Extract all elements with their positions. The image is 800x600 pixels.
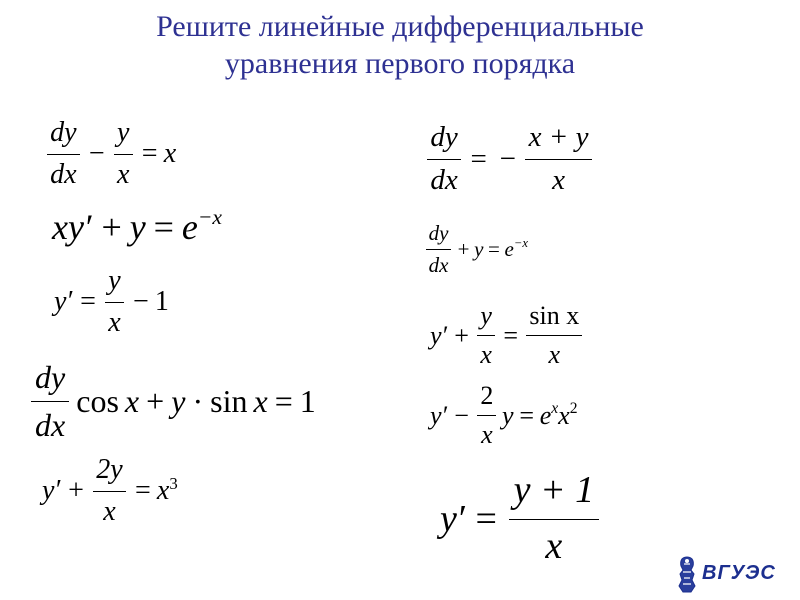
- fraction-bar: [105, 302, 124, 303]
- function-name: cos: [76, 382, 119, 419]
- operator: =: [274, 382, 293, 419]
- numerator: 2y: [96, 454, 123, 485]
- denominator: dx: [50, 158, 77, 190]
- operator: =: [470, 143, 487, 176]
- operator: =: [488, 236, 500, 261]
- fraction-bar: [477, 415, 496, 416]
- fraction-y-plus-1-over-x: [509, 470, 599, 568]
- variable: y: [430, 320, 442, 350]
- constant: 1: [154, 286, 169, 318]
- fraction-bar: [477, 335, 495, 336]
- variable: y: [430, 400, 442, 430]
- fraction-2-x: [477, 382, 496, 450]
- variable: x: [253, 382, 268, 419]
- exponent: −x: [513, 236, 528, 251]
- denominator: dx: [428, 252, 449, 277]
- variable: y: [67, 207, 84, 247]
- fraction-y-x: [114, 118, 133, 191]
- fraction-dy-dx: [31, 360, 69, 443]
- fraction-bar: [93, 491, 126, 492]
- denominator: x: [545, 525, 563, 568]
- denominator: x: [481, 419, 493, 449]
- variable: e: [504, 236, 514, 261]
- denominator: x: [108, 306, 121, 338]
- operator: +: [68, 475, 84, 507]
- operator: =: [519, 400, 534, 430]
- operator: =: [80, 286, 96, 318]
- prime: ′: [458, 498, 468, 541]
- fraction-sinx-x: [526, 302, 582, 370]
- numerator: dy: [430, 121, 458, 153]
- numerator: 2: [480, 381, 494, 410]
- numerator: dy: [50, 117, 77, 148]
- fraction-bar: [525, 159, 592, 160]
- variable: e: [181, 207, 198, 247]
- fraction-bar: [427, 159, 461, 160]
- operator: =: [475, 498, 497, 541]
- operator: +: [457, 236, 470, 261]
- prime: ′: [67, 286, 74, 318]
- fraction-dy-dx: [426, 222, 451, 277]
- variable: y: [502, 400, 514, 430]
- fraction-dy-dx: [47, 118, 80, 191]
- slide-title-line-1: Решите линейные дифференциальные: [156, 10, 644, 43]
- operator: =: [134, 475, 151, 507]
- equation-7: [424, 222, 528, 277]
- numerator: y + 1: [513, 469, 595, 511]
- function-name: sin: [210, 382, 248, 419]
- variable: x: [156, 475, 170, 507]
- operator: =: [153, 207, 174, 247]
- fraction-x-plus-y-over-x: [525, 122, 592, 197]
- denominator: x: [480, 339, 492, 369]
- operator: +: [146, 382, 165, 419]
- fraction-bar: [47, 154, 80, 155]
- operator: −: [454, 400, 469, 430]
- equation-1: [44, 118, 176, 191]
- fraction-2y-x: [93, 455, 126, 528]
- equation-4: [28, 360, 316, 443]
- numerator: y: [108, 265, 121, 296]
- variable: y: [129, 207, 146, 247]
- operator: +: [454, 320, 469, 350]
- variable: y: [42, 475, 55, 507]
- equation-3: [54, 266, 169, 339]
- variable: x: [558, 400, 570, 430]
- fraction-bar: [426, 249, 451, 250]
- variable: x: [163, 138, 177, 170]
- operator: =: [141, 138, 158, 170]
- equation-5: [42, 455, 178, 528]
- constant: 1: [299, 382, 316, 419]
- denominator: x: [548, 339, 561, 369]
- slide-title-line-2: уравнения первого порядка: [224, 47, 576, 80]
- variable: e: [539, 400, 552, 430]
- numerator: dy: [35, 359, 66, 395]
- fraction-bar: [526, 335, 582, 336]
- fraction-bar: [31, 401, 69, 402]
- slide-title: [0, 8, 800, 82]
- equation-6: [424, 122, 595, 197]
- equation-9: [430, 382, 578, 450]
- denominator: dx: [430, 164, 458, 197]
- prime: ′: [442, 320, 449, 350]
- fraction-y-x: [105, 266, 124, 339]
- equation-2: [52, 206, 222, 248]
- operator: +: [101, 207, 122, 247]
- variable: y: [440, 498, 457, 541]
- fraction-bar: [114, 154, 133, 155]
- denominator: x: [117, 158, 130, 190]
- equation-10: [440, 470, 602, 568]
- exponent: −x: [197, 204, 223, 229]
- variable: y: [171, 382, 186, 419]
- fraction-y-x: [477, 302, 495, 370]
- prime: ′: [55, 475, 62, 507]
- vguees-logo-text: ВГУЭС: [702, 562, 776, 584]
- denominator: x: [103, 495, 116, 527]
- vguees-logo: [676, 556, 792, 594]
- numerator: x + y: [528, 121, 589, 153]
- numerator: y: [480, 301, 492, 330]
- denominator: dx: [35, 406, 66, 443]
- denominator: x: [552, 164, 566, 197]
- variable: y: [474, 236, 484, 261]
- operator: =: [503, 320, 518, 350]
- variable: y: [54, 286, 67, 318]
- prime: ′: [442, 400, 449, 430]
- exponent: 3: [169, 473, 178, 493]
- vguees-emblem-icon: [676, 556, 698, 594]
- operator: −: [132, 286, 149, 318]
- exponent: x: [551, 399, 559, 417]
- fraction-dy-dx: [427, 122, 461, 197]
- numerator: dy: [428, 221, 449, 245]
- variable: x: [52, 207, 68, 247]
- prime: ′: [85, 207, 94, 247]
- operator: ·: [192, 382, 204, 419]
- exponent: 2: [569, 399, 578, 417]
- numerator: sin x: [529, 301, 580, 330]
- variable: x: [124, 382, 140, 419]
- equation-8: [430, 302, 585, 370]
- operator: −: [88, 138, 105, 170]
- fraction-bar: [509, 519, 599, 520]
- operator: −: [499, 143, 516, 176]
- numerator: y: [117, 117, 130, 148]
